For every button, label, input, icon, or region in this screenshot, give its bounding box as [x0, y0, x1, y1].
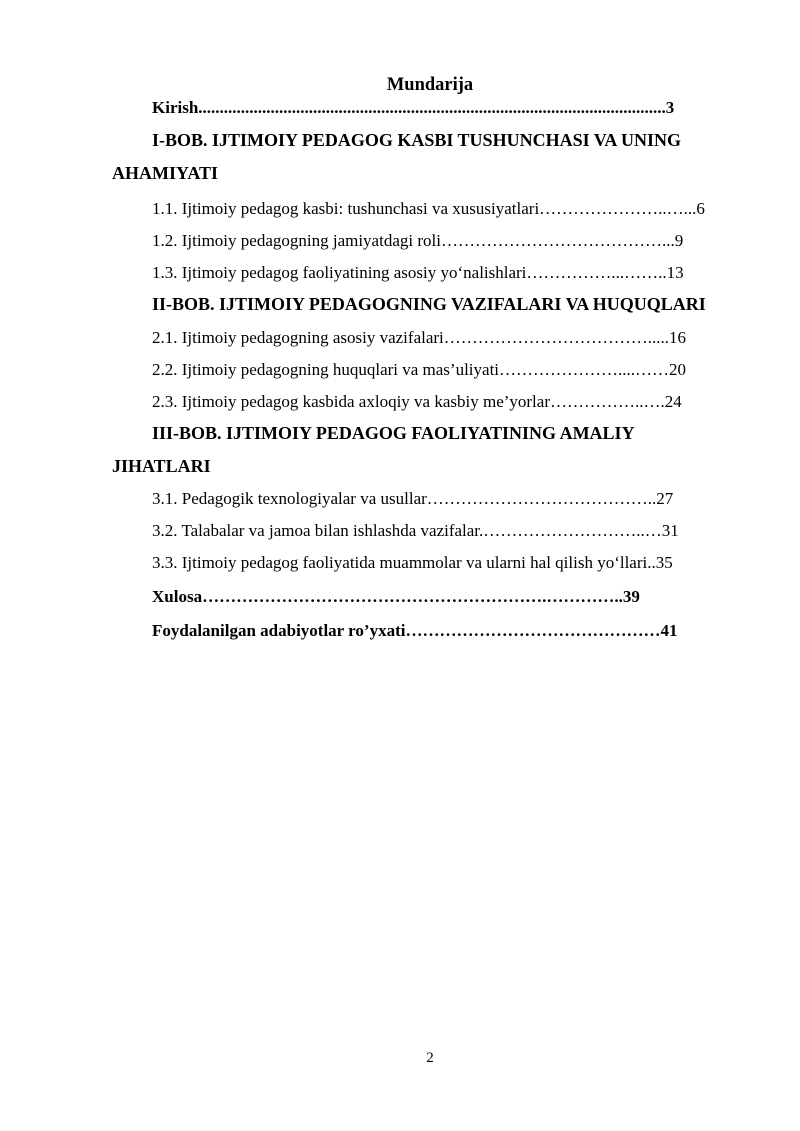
toc-chapter-1-line-2: AHAMIYATI: [112, 163, 219, 183]
toc-entry-3-1: 3.1. Pedagogik texnologiyalar va usullar…………………………………..27: [152, 489, 674, 508]
page-number: 2: [426, 1050, 434, 1066]
toc-entry-kirish: Kirish..............................................................................................................3: [152, 98, 675, 117]
toc-entry-2-1: 2.1. Ijtimoiy pedagogning asosiy vazifalari……………………………….....16: [152, 328, 687, 347]
toc-entry-references: Foydalanilgan adabiyotlar ro’yxati………………………………………41: [152, 621, 678, 640]
toc-entry-3-3: 3.3. Ijtimoiy pedagog faoliyatida muammolar va ularni hal qilish yo‘llari..35: [152, 553, 673, 572]
toc-chapter-3-line-1: III-BOB. IJTIMOIY PEDAGOG FAOLIYATINING AMALIY: [152, 423, 635, 443]
toc-title: Mundarija: [386, 75, 474, 95]
toc-entry-2-3: 2.3. Ijtimoiy pedagog kasbida axloqiy va kasbiy me’yorlar……………..….24: [152, 392, 682, 411]
toc-entry-1-1: 1.1. Ijtimoiy pedagog kasbi: tushunchasi va xususiyatlari…………………..…...6: [152, 199, 705, 218]
toc-chapter-2: II-BOB. IJTIMOIY PEDAGOGNING VAZIFALARI VA HUQUQLARI: [152, 294, 706, 314]
toc-entry-1-3: 1.3. Ijtimoiy pedagog faoliyatining asosiy yo‘nalishlari……………...……..13: [152, 263, 684, 282]
toc-chapter-1-line-1: I-BOB. IJTIMOIY PEDAGOG KASBI TUSHUNCHASI VA UNING: [152, 130, 681, 150]
toc-chapter-3-line-2: JIHATLARI: [112, 456, 211, 476]
toc-entry-xulosa: Xulosa…………………………………………………….…………..39: [152, 587, 640, 606]
toc-entry-2-2: 2.2. Ijtimoiy pedagogning huquqlari va mas’uliyati…………………....……20: [152, 360, 687, 379]
toc-entry-1-2: 1.2. Ijtimoiy pedagogning jamiyatdagi roli…………………………………...9: [152, 231, 684, 250]
toc-entry-3-2: 3.2. Talabalar va jamoa bilan ishlashda vazifalar.………………………..…31: [152, 521, 679, 540]
